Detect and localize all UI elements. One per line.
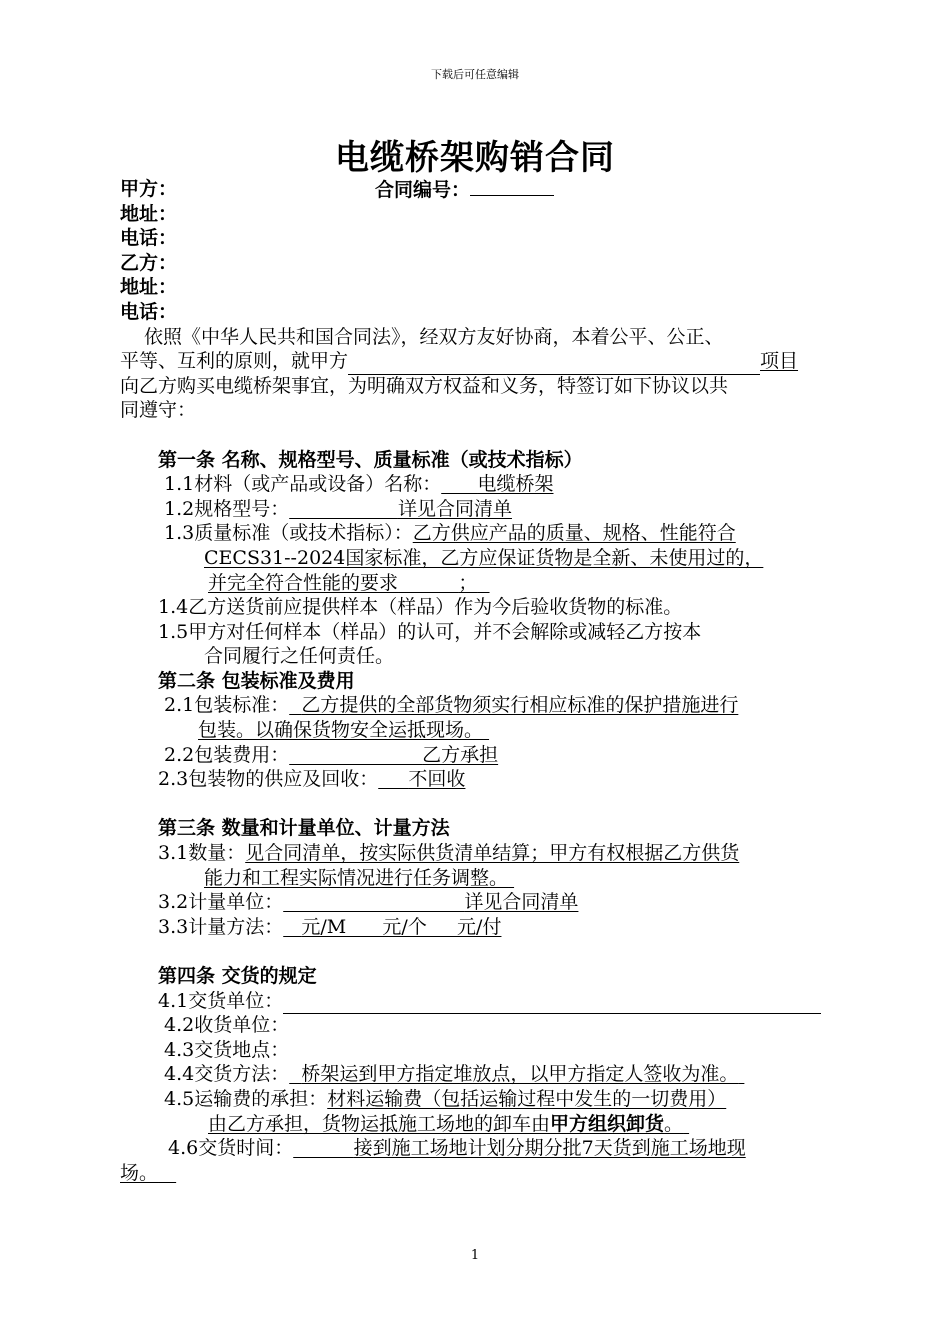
clause-1-2-label: 1.2规格型号： xyxy=(164,497,290,520)
phone-a-line: 电话： xyxy=(120,227,178,250)
header-note: 下载后可任意编辑 xyxy=(431,68,519,81)
clause-1-2-value: 详见合同清单 xyxy=(397,497,512,520)
clause-1-2 xyxy=(120,497,855,522)
party-a-line xyxy=(120,177,855,202)
clause-1-3-value-1: 乙方供应产品的质量、规格、性能符合 xyxy=(412,522,736,545)
preamble-line-3: 向乙方购买电缆桥架事宜，为明确双方权益和义务，特签订如下协议以共 xyxy=(120,374,729,397)
clause-4-5-value-2: 由乙方承担，货物运抵施工场地的卸车由甲方组织卸货。 xyxy=(208,1112,684,1135)
clause-2-1 xyxy=(120,693,855,718)
clause-2-1-value-1: 乙方提供的全部货物须实行相应标准的保护措施进行 xyxy=(301,694,739,717)
clause-4-6-cont xyxy=(120,1161,855,1186)
article-2-heading: 第二条 包装标准及费用 xyxy=(158,669,355,692)
clause-2-1-cont xyxy=(120,718,855,743)
clause-1-3-cont-1 xyxy=(120,546,855,571)
clause-4-5-cont xyxy=(120,1112,855,1137)
project-name-blank xyxy=(348,349,760,375)
preamble-line-4: 同遵守： xyxy=(120,399,197,422)
clause-2-3-label: 2.3包装物的供应及回收： xyxy=(158,768,379,791)
clause-1-1-value: 电缆桥架 xyxy=(477,473,554,496)
clause-2-1-label: 2.1包装标准： xyxy=(164,694,290,717)
clause-4-5-label: 4.5运输费的承担： xyxy=(164,1087,328,1110)
contract-no-group xyxy=(375,177,554,203)
preamble-line-2 xyxy=(120,349,855,374)
clause-4-5-value-1: 材料运输费（包括运输过程中发生的一切费用） xyxy=(327,1087,727,1110)
address-b-line: 地址： xyxy=(120,276,178,299)
clause-1-1 xyxy=(120,472,855,497)
clause-2-3-value: 不回收 xyxy=(408,768,466,791)
party-b-line: 乙方： xyxy=(120,251,178,274)
clause-3-2-value: 详见合同清单 xyxy=(464,891,579,914)
article-3-heading: 第三条 数量和计量单位、计量方法 xyxy=(158,817,450,840)
clause-3-2 xyxy=(120,890,855,915)
delivery-unit-blank xyxy=(283,989,821,1015)
clause-1-5: 1.5甲方对任何样本（样品）的认可，并不会解除或减轻乙方按本 xyxy=(158,620,702,643)
clause-3-1-value-1: 见合同清单，按实际供货清单结算；甲方有权根据乙方供货 xyxy=(245,842,740,865)
clause-2-2-label: 2.2包装费用： xyxy=(164,743,290,766)
clause-2-1-value-2: 包装。以确保货物安全运抵现场。 xyxy=(198,719,484,742)
clause-4-6 xyxy=(120,1136,855,1161)
clause-4-6-label: 4.6交货时间： xyxy=(168,1137,294,1160)
clause-1-3-value-2: CECS31--2024国家标准，乙方应保证货物是全新、未使用过的， xyxy=(204,546,764,569)
clause-3-1 xyxy=(120,841,855,866)
phone-b-line: 电话： xyxy=(120,300,178,323)
clause-4-6-value-2: 场。 xyxy=(120,1161,159,1184)
clause-1-4: 1.4乙方送货前应提供样本（样品）作为今后验收货物的标准。 xyxy=(158,596,683,619)
contract-no-blank xyxy=(470,177,554,196)
clause-3-1-cont xyxy=(120,866,855,891)
article-4-heading: 第四条 交货的规定 xyxy=(158,965,317,987)
page-number: 1 xyxy=(470,1248,480,1263)
clause-1-3-label: 1.3质量标准（或技术指标）： xyxy=(164,522,413,545)
party-a-label: 甲方： xyxy=(120,178,178,200)
clause-3-3-value: 元/M 元/个 元/付 xyxy=(301,915,502,938)
preamble-line-2-text: 平等、互利的原则，就甲方 xyxy=(120,350,349,373)
clause-1-3-cont-2 xyxy=(120,571,855,596)
clause-4-6-value-1: 接到施工场地计划分期分批7天货到施工场地现 xyxy=(353,1137,746,1160)
contract-no-label: 合同编号： xyxy=(375,179,471,201)
clause-2-2 xyxy=(120,743,855,768)
clause-4-2: 4.2收货单位： xyxy=(164,1014,290,1037)
clause-4-4-value: 桥架运到甲方指定堆放点，以甲方指定人签收为准。 xyxy=(301,1063,739,1086)
clause-3-3 xyxy=(120,915,855,940)
project-item-label: 项目 xyxy=(760,350,799,373)
clause-1-3-value-3: 并完全符合性能的要求 ； xyxy=(208,571,478,594)
article-1-heading: 第一条 名称、规格型号、质量标准（或技术指标） xyxy=(158,448,583,471)
preamble-line-1: 依照《中华人民共和国合同法》，经双方友好协商，本着公平、公正、 xyxy=(144,325,724,348)
clause-3-3-label: 3.3计量方法： xyxy=(158,915,284,938)
clause-4-3: 4.3交货地点： xyxy=(164,1038,290,1061)
document-title: 电缆桥架购销合同 xyxy=(335,138,615,178)
clause-1-5-cont: 合同履行之任何责任。 xyxy=(204,645,395,668)
contract-body xyxy=(120,177,855,1185)
clause-3-1-value-2: 能力和工程实际情况进行任务调整。 xyxy=(204,866,509,889)
clause-3-1-label: 3.1数量： xyxy=(158,842,246,865)
clause-2-2-value: 乙方承担 xyxy=(422,743,499,766)
clause-1-1-label: 1.1材料（或产品或设备）名称： xyxy=(164,473,442,496)
clause-4-5 xyxy=(120,1087,855,1112)
clause-1-3 xyxy=(120,521,855,546)
clause-3-2-label: 3.2计量单位： xyxy=(158,891,284,914)
address-a-line: 地址： xyxy=(120,202,178,225)
clause-4-4-label: 4.4交货方法： xyxy=(164,1063,290,1086)
clause-4-1-label: 4.1交货单位： xyxy=(158,989,284,1012)
clause-4-1 xyxy=(120,989,855,1014)
clause-2-3 xyxy=(120,767,855,792)
clause-4-4 xyxy=(120,1062,855,1087)
